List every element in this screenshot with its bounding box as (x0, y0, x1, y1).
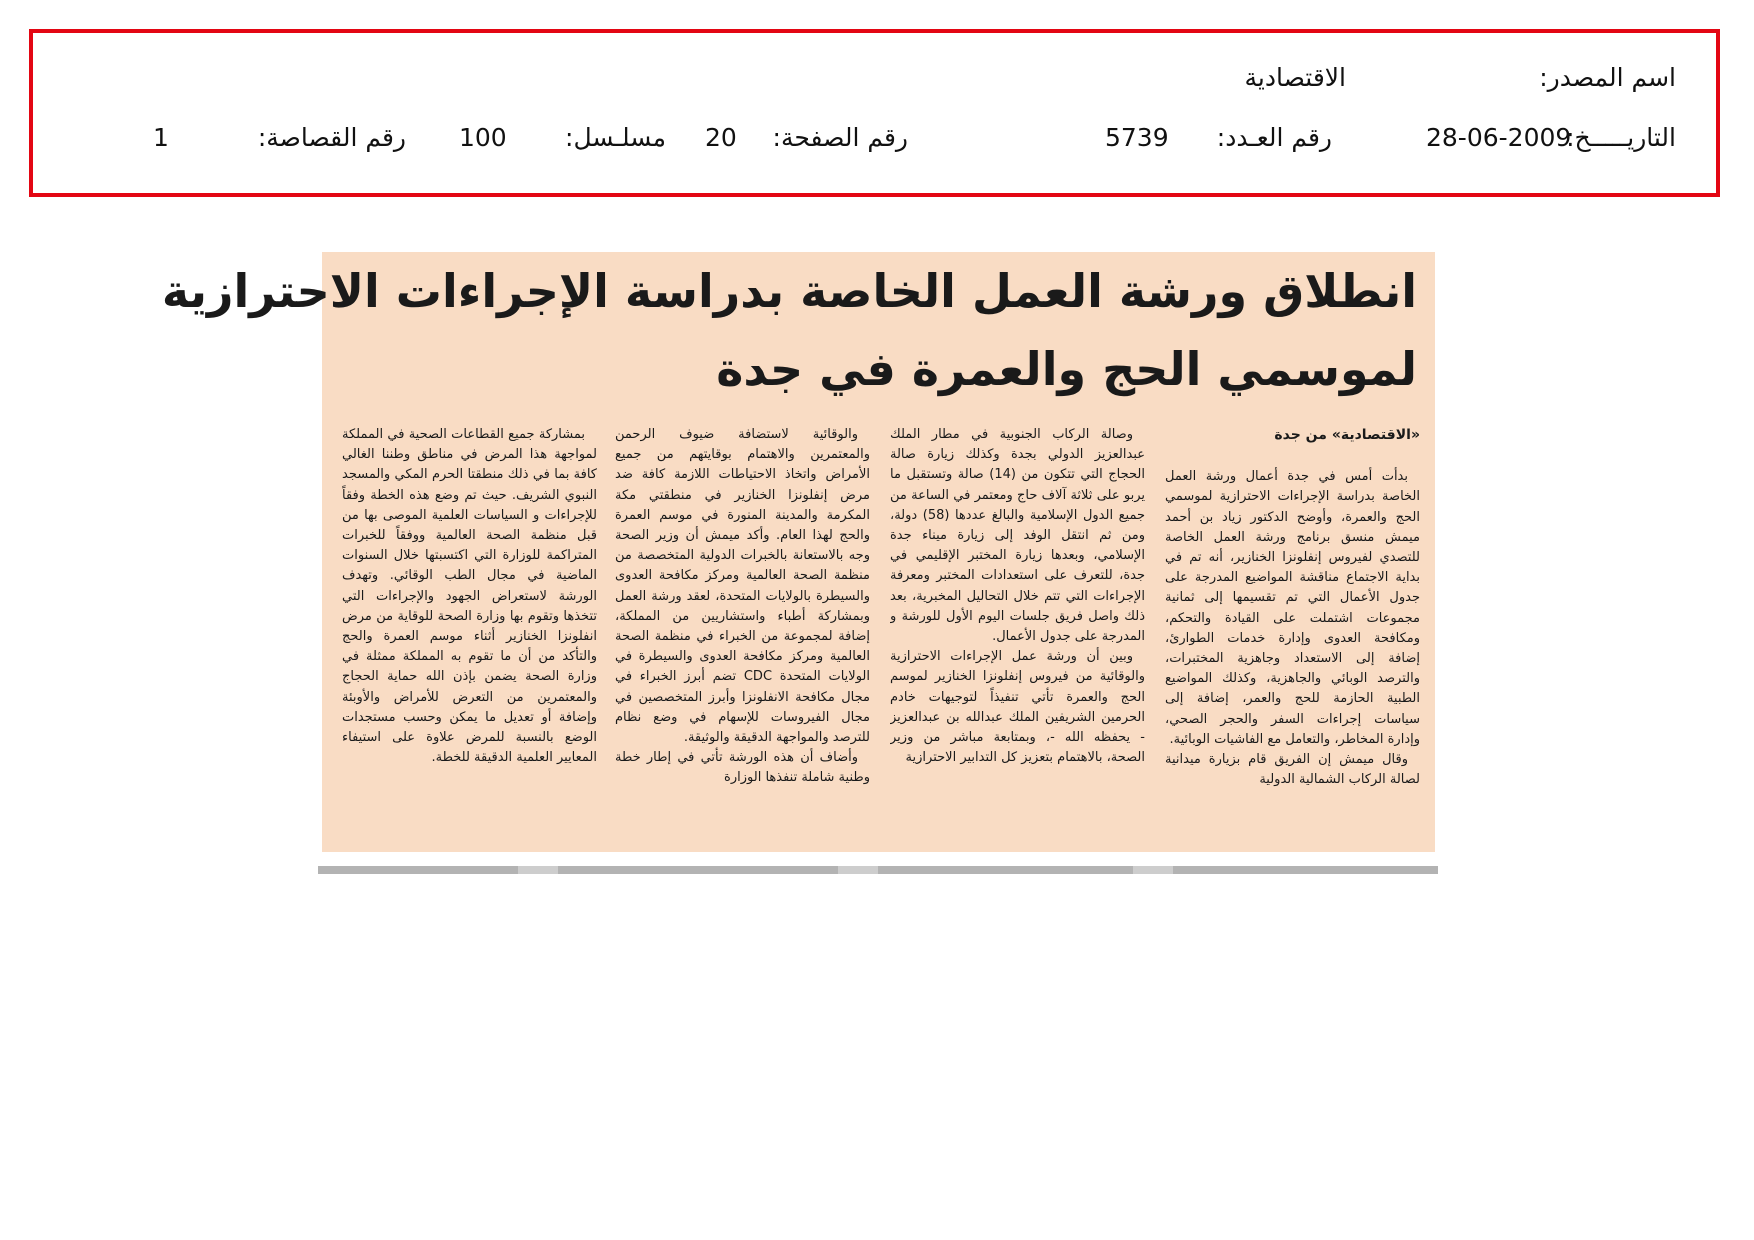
clip-label: رقم القصاصة: (257, 123, 406, 152)
page-label: رقم الصفحة: (772, 123, 908, 152)
paragraph: بدأت أمس في جدة أعمال ورشة العمل الخاصة بدراسة الإجراءات الاحترازية لموسمي الحج والعمرة، وأوضح الدكتور زياد بن أحمد ميمش منسق برنامج ورشة العمل الخاصة للتصدي لفيروس إنفلونزا الخنازير، أنه تم في بداية الاجتماع مناقشة المواضيع المدرجة على جدول الأعمال التي تم تقسيمها إلى ثمانية مجموعات اشتملت على القيادة والتحكم، ومكافحة العدوى وإدارة خدمات الطوارئ، إضافة إلى الاستعداد وجاهزية المختبرات، والترصد الوبائي والجاهزية، وكذلك المواضيع الطبية الحازمة للحج والعمر، إضافة إلى سياسات إجراءات السفر والحجر الصحي، وإدارة المخاطر، والتعامل مع الفاشيات الوبائية. (1165, 469, 1420, 747)
paragraph: بمشاركة جميع القطاعات الصحية في المملكة لمواجهة هذا المرض في مناطق وطننا الغالي كافة بما في ذلك منطقتا الحرم المكي والمسجد النبوي الشريف. حيث تم وضع هذه الخطة وفقاً للإجراءات و السياسات العلمية الموصى بها من قبل منظمة الصحة العالمية ووفقاً للخبرات المتراكمة للوزارة التي اكتسبتها خلال السنوات الماضية في مجال الطب الوقائي. وتهدف الورشة لاستعراض الجهود والإجراءات التي تتخذها وتقوم بها وزارة الصحة للوقاية من مرض انفلونزا الخنازير أثناء موسم العمرة والحج والتأكد من أن ما تقوم به المملكة ممثلة في وزارة الصحة يضمن بإذن الله حماية الحجاج والمعتمرين من التعرض للأمراض والأوبئة وإضافة أو تعديل ما يمكن وحسب مستجدات الوضع بالنسبة للمرض علاوة على استيفاء المعايير العلمية الدقيقة للخطة. (342, 427, 597, 766)
article-column-1 (1165, 425, 1420, 845)
bar-segment (518, 866, 558, 874)
paragraph: وأضاف أن هذه الورشة تأتي في إطار خطة وطنية شاملة تنفذها الوزارة (615, 750, 870, 786)
headline-line-1: انطلاق ورشة العمل الخاصة بدراسة الإجراءات الاحترازية (161, 264, 1417, 318)
source-value: الاقتصادية (1244, 63, 1346, 92)
bar-segment (838, 866, 878, 874)
clip-value: 1 (153, 123, 169, 152)
date-value: 28-06-2009 (1426, 123, 1572, 152)
newspaper-clipping (161, 252, 1435, 852)
date-label: التاريـــــخ: (1566, 123, 1676, 152)
paragraph: والوقائية لاستضافة ضيوف الرحمن والمعتمرين والاهتمام بوقايتهم من جميع الأمراض واتخاذ الاحتياطات اللازمة كافة ضد مرض إنفلونزا الخنازير في منطقتي مكة المكرمة والمدينة المنورة في موسم العمرة والحج لهذا العام. وأكد ميمش أن وزير الصحة وجه بالاستعانة بالخبرات الدولية المتخصصة من منظمة الصحة العالمية ومركز مكافحة العدوى والسيطرة بالولايات المتحدة، لعقد ورشة العمل وبمشاركة أطباء واستشاريين من المملكة، إضافة لمجموعة من الخبراء في منظمة الصحة العالمية ومركز مكافحة العدوى والسيطرة في الولايات المتحدة CDC تضم أبرز الخبراء في مجال مكافحة الانفلونزا وأبرز المتخصصين في مجال الفيروسات للإسهام في وضع نظام للترصد والمواجهة الدقيقة والوثيقة. (615, 427, 870, 746)
serial-label: مسلـسل: (565, 123, 666, 152)
byline: «الاقتصادية» من جدة (1274, 427, 1420, 443)
paragraph: وقال ميمش إن الفريق قام بزيارة ميدانية لصالة الركاب الشمالية الدولية (1165, 752, 1420, 788)
issue-value: 5739 (1105, 123, 1169, 152)
metadata-box (29, 29, 1720, 197)
article-column-3 (615, 425, 870, 845)
paragraph: وصالة الركاب الجنوبية في مطار الملك عبدالعزيز الدولي بجدة وكذلك زيارة صالة الحجاج التي تتكون من (14) صالة وتستقبل ما يربو على ثلاثة آلاف حاج ومعتمر في الساعة من جميع الدول الإسلامية والبالغ عددها (58) دولة، ومن ثم انتقل الوفد إلى زيارة ميناء جدة الإسلامي، وبعدها زيارة المختبر الإقليمي في جدة، للتعرف على استعدادات المختبر ومعرفة الإجراءات التي تتم خلال التحاليل المخبرية، بعد ذلك واصل فريق جلسات اليوم الأول للورشة و المدرجة على جدول الأعمال. (890, 427, 1145, 645)
bar-segment (1133, 866, 1173, 874)
bottom-divider-bar (318, 866, 1438, 874)
article-column-4 (342, 425, 597, 845)
paragraph: وبين أن ورشة عمل الإجراءات الاحترازية والوقائية من فيروس إنفلونزا الخنازير لموسم الحج والعمرة تأتي تنفيذاً لتوجيهات خادم الحرمين الشريفين الملك عبدالله بن عبدالعزيز - يحفظه الله -، وبمتابعة مباشر من وزير الصحة، بالاهتمام بتعزيز كل التدابير الاحترازية (890, 649, 1145, 766)
article-column-2 (890, 425, 1145, 845)
headline-line-2: لموسمي الحج والعمرة في جدة (716, 342, 1417, 396)
issue-label: رقم العـدد: (1216, 123, 1332, 152)
source-label: اسم المصدر: (1539, 63, 1676, 92)
serial-value: 100 (459, 123, 507, 152)
page-value: 20 (705, 123, 737, 152)
